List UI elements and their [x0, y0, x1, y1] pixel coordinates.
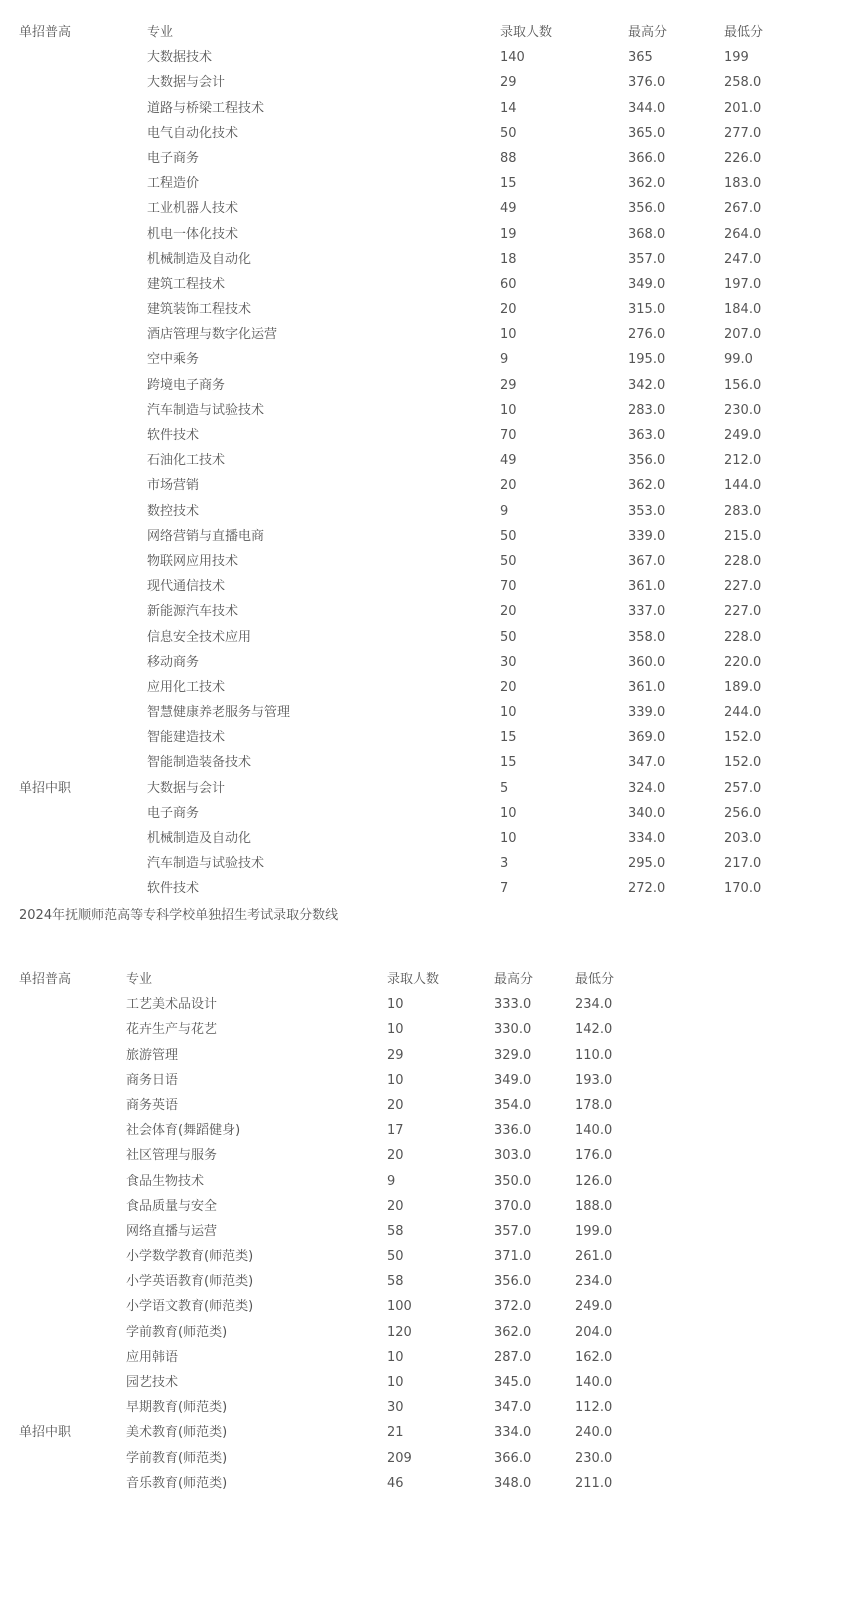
table-row: [0, 70, 852, 95]
min-score-cell: 212.0: [724, 453, 762, 469]
min-score-cell: 230.0: [724, 402, 762, 418]
max-score-cell: 362.0: [494, 1324, 532, 1340]
table-row: [0, 1169, 852, 1194]
max-score-cell: 283.0: [628, 402, 666, 418]
major-cell: 电气自动化技术: [147, 125, 239, 141]
max-score-cell: 366.0: [628, 150, 666, 166]
max-score-cell: 347.0: [494, 1400, 532, 1416]
table-row: [0, 1395, 852, 1420]
header-major-cell: 专业: [147, 25, 174, 40]
max-score-cell: 339.0: [628, 528, 666, 544]
table-row: [0, 1471, 852, 1496]
max-score-cell: 348.0: [494, 1475, 532, 1491]
major-cell: 建筑工程技术: [147, 276, 226, 292]
min-score-cell: 110.0: [575, 1047, 613, 1063]
max-score-cell: 195.0: [628, 352, 666, 368]
min-score-cell: 267.0: [724, 201, 762, 217]
min-score-cell: 199: [724, 50, 749, 66]
min-score-cell: 215.0: [724, 528, 762, 544]
max-score-cell: 287.0: [494, 1349, 532, 1365]
major-cell: 机电一体化技术: [147, 226, 239, 242]
enrolled-count-cell: 18: [500, 251, 517, 267]
enrolled-count-cell: 209: [387, 1450, 412, 1466]
max-score-cell: 361.0: [628, 679, 666, 695]
max-score-cell: 371.0: [494, 1249, 532, 1265]
max-score-cell: 276.0: [628, 327, 666, 343]
table-row: [0, 776, 852, 801]
max-score-cell: 349.0: [628, 276, 666, 292]
min-score-cell: 189.0: [724, 679, 762, 695]
table-row: [0, 1370, 852, 1395]
min-score-cell: 178.0: [575, 1097, 613, 1113]
max-score-cell: 365.0: [628, 125, 666, 141]
max-score-cell: 272.0: [628, 881, 666, 897]
table-row: [0, 322, 852, 347]
major-cell: 智能建造技术: [147, 730, 226, 746]
min-score-cell: 184.0: [724, 302, 762, 318]
max-score-cell: 339.0: [628, 705, 666, 721]
major-cell: 工程造价: [147, 176, 200, 192]
max-score-cell: 368.0: [628, 226, 666, 242]
enrolled-count-cell: 20: [387, 1097, 404, 1113]
header-max-score-cell: 最高分: [494, 972, 534, 987]
table-row: [0, 1294, 852, 1319]
min-score-cell: 283.0: [724, 503, 762, 519]
enrolled-count-cell: 29: [387, 1047, 404, 1063]
enrolled-count-cell: 50: [387, 1249, 404, 1265]
enrolled-count-cell: 10: [387, 1349, 404, 1365]
min-score-cell: 228.0: [724, 553, 762, 569]
table-row: [0, 1446, 852, 1471]
major-cell: 电子商务: [147, 150, 200, 166]
enrolled-count-cell: 70: [500, 579, 517, 595]
max-score-cell: 353.0: [628, 503, 666, 519]
min-score-cell: 207.0: [724, 327, 762, 343]
min-score-cell: 249.0: [724, 428, 762, 443]
major-cell: 食品质量与安全: [126, 1198, 218, 1214]
table-row: [0, 347, 852, 372]
table-row: [0, 96, 852, 121]
max-score-cell: 367.0: [628, 553, 666, 569]
table-caption: 2024年抚顺师范高等专科学校单独招生考试录取分数线: [19, 908, 339, 923]
min-score-cell: 162.0: [575, 1349, 613, 1365]
major-cell: 移动商务: [147, 654, 200, 670]
table-row: [0, 801, 852, 826]
enrolled-count-cell: 15: [500, 755, 517, 771]
enrolled-count-cell: 30: [387, 1400, 404, 1416]
major-cell: 机械制造及自动化: [147, 831, 252, 846]
enrolled-count-cell: 20: [500, 679, 517, 695]
min-score-cell: 140.0: [575, 1375, 613, 1390]
min-score-cell: 234.0: [575, 1274, 613, 1290]
major-cell: 智慧健康养老服务与管理: [147, 705, 291, 721]
min-score-cell: 156.0: [724, 377, 762, 393]
major-cell: 智能制造装备技术: [147, 755, 252, 771]
major-cell: 大数据与会计: [147, 780, 226, 796]
header-enrolled-count-cell: 录取人数: [387, 972, 440, 987]
max-score-cell: 350.0: [494, 1173, 532, 1189]
enrolled-count-cell: 19: [500, 226, 517, 242]
min-score-cell: 201.0: [724, 100, 762, 116]
table-row: [0, 1269, 852, 1294]
major-cell: 石油化工技术: [147, 453, 226, 469]
min-score-cell: 199.0: [575, 1223, 613, 1239]
header-major-cell: 专业: [126, 972, 153, 987]
table-row: [0, 1017, 852, 1042]
min-score-cell: 112.0: [575, 1400, 613, 1416]
major-cell: 市场营销: [147, 478, 200, 494]
table-row: [0, 473, 852, 498]
table-row: [0, 222, 852, 247]
min-score-cell: 217.0: [724, 856, 762, 872]
table-row: [0, 700, 852, 725]
table-row: [0, 1068, 852, 1093]
max-score-cell: 333.0: [494, 997, 532, 1013]
major-cell: 软件技术: [147, 881, 200, 897]
enrolled-count-cell: 15: [500, 730, 517, 746]
table-row: [0, 499, 852, 524]
max-score-cell: 369.0: [628, 730, 666, 746]
min-score-cell: 257.0: [724, 780, 762, 796]
major-cell: 网络营销与直播电商: [147, 528, 265, 544]
major-cell: 网络直播与运营: [126, 1223, 218, 1239]
max-score-cell: 363.0: [628, 428, 666, 443]
enrolled-count-cell: 9: [500, 352, 509, 368]
max-score-cell: 334.0: [494, 1425, 532, 1441]
major-cell: 物联网应用技术: [147, 553, 239, 569]
enrolled-count-cell: 20: [500, 604, 517, 620]
min-score-cell: 140.0: [575, 1123, 613, 1139]
enrolled-count-cell: 9: [500, 503, 509, 519]
major-cell: 新能源汽车技术: [147, 604, 239, 620]
enrolled-count-cell: 58: [387, 1223, 404, 1239]
enrolled-count-cell: 70: [500, 428, 517, 443]
max-score-cell: 365: [628, 50, 653, 66]
max-score-cell: 360.0: [628, 654, 666, 670]
table-row: [0, 725, 852, 750]
max-score-cell: 334.0: [628, 831, 666, 846]
table-row: [0, 171, 852, 196]
min-score-cell: 183.0: [724, 176, 762, 192]
table-row: [0, 574, 852, 599]
enrolled-count-cell: 15: [500, 176, 517, 192]
min-score-cell: 220.0: [724, 654, 762, 670]
table-row: [0, 373, 852, 398]
enrolled-count-cell: 3: [500, 856, 509, 872]
table-row: [0, 650, 852, 675]
table-row: [0, 599, 852, 624]
max-score-cell: 357.0: [628, 251, 666, 267]
table-header: [0, 20, 852, 45]
enrolled-count-cell: 20: [387, 1198, 404, 1214]
enrolled-count-cell: 10: [387, 997, 404, 1013]
max-score-cell: 337.0: [628, 604, 666, 620]
major-cell: 小学数学教育(师范类): [126, 1249, 254, 1265]
table-row: [0, 1118, 852, 1143]
major-cell: 美术教育(师范类): [126, 1425, 228, 1441]
table-row: [0, 45, 852, 70]
enrolled-count-cell: 58: [387, 1274, 404, 1290]
major-cell: 工艺美术品设计: [126, 997, 218, 1013]
min-score-cell: 240.0: [575, 1425, 613, 1441]
enrolled-count-cell: 50: [500, 553, 517, 569]
enrolled-count-cell: 46: [387, 1475, 404, 1491]
major-cell: 机械制造及自动化: [147, 251, 252, 267]
max-score-cell: 329.0: [494, 1047, 532, 1063]
major-cell: 电子商务: [147, 805, 200, 821]
header-category-cell: 单招普高: [19, 972, 72, 987]
category-cell: 单招中职: [19, 780, 72, 796]
min-score-cell: 230.0: [575, 1450, 613, 1466]
enrolled-count-cell: 10: [500, 705, 517, 721]
table-row: [0, 625, 852, 650]
enrolled-count-cell: 120: [387, 1324, 412, 1340]
max-score-cell: 336.0: [494, 1123, 532, 1139]
min-score-cell: 170.0: [724, 881, 762, 897]
min-score-cell: 244.0: [724, 705, 762, 721]
admission-table-2: [0, 967, 852, 1496]
max-score-cell: 361.0: [628, 579, 666, 595]
table-row: [0, 448, 852, 473]
table-header: [0, 967, 852, 992]
min-score-cell: 228.0: [724, 629, 762, 645]
major-cell: 园艺技术: [126, 1375, 179, 1390]
enrolled-count-cell: 9: [387, 1173, 396, 1189]
major-cell: 数控技术: [147, 503, 200, 519]
enrolled-count-cell: 140: [500, 50, 525, 66]
major-cell: 道路与桥梁工程技术: [147, 100, 265, 116]
major-cell: 商务英语: [126, 1097, 179, 1113]
max-score-cell: 349.0: [494, 1072, 532, 1088]
major-cell: 建筑装饰工程技术: [147, 302, 252, 318]
min-score-cell: 152.0: [724, 730, 762, 746]
table-row: [0, 146, 852, 171]
min-score-cell: 277.0: [724, 125, 762, 141]
max-score-cell: 362.0: [628, 176, 666, 192]
min-score-cell: 99.0: [724, 352, 753, 368]
max-score-cell: 357.0: [494, 1223, 532, 1239]
enrolled-count-cell: 30: [500, 654, 517, 670]
enrolled-count-cell: 21: [387, 1425, 404, 1441]
table-row: [0, 121, 852, 146]
table-row: [0, 675, 852, 700]
major-cell: 大数据与会计: [147, 75, 226, 91]
min-score-cell: 142.0: [575, 1022, 613, 1038]
enrolled-count-cell: 49: [500, 453, 517, 469]
table-row: [0, 826, 852, 851]
enrolled-count-cell: 50: [500, 528, 517, 544]
max-score-cell: 370.0: [494, 1198, 532, 1214]
enrolled-count-cell: 10: [387, 1072, 404, 1088]
major-cell: 小学语文教育(师范类): [126, 1299, 254, 1315]
max-score-cell: 315.0: [628, 302, 666, 318]
max-score-cell: 356.0: [628, 201, 666, 217]
table-row: [0, 1093, 852, 1118]
major-cell: 应用韩语: [126, 1349, 179, 1365]
major-cell: 应用化工技术: [147, 679, 226, 695]
major-cell: 小学英语教育(师范类): [126, 1274, 254, 1290]
table-row: [0, 750, 852, 775]
major-cell: 大数据技术: [147, 50, 213, 66]
table-row: [0, 524, 852, 549]
max-score-cell: 344.0: [628, 100, 666, 116]
enrolled-count-cell: 10: [500, 402, 517, 418]
enrolled-count-cell: 10: [387, 1022, 404, 1038]
max-score-cell: 372.0: [494, 1299, 532, 1315]
enrolled-count-cell: 20: [500, 302, 517, 318]
table-row: [0, 876, 852, 901]
min-score-cell: 234.0: [575, 997, 613, 1013]
enrolled-count-cell: 10: [500, 805, 517, 821]
max-score-cell: 354.0: [494, 1097, 532, 1113]
admission-table-1: [0, 20, 852, 902]
enrolled-count-cell: 29: [500, 75, 517, 91]
header-min-score-cell: 最低分: [724, 25, 764, 40]
table-row: [0, 398, 852, 423]
max-score-cell: 330.0: [494, 1022, 532, 1038]
major-cell: 现代通信技术: [147, 579, 226, 595]
enrolled-count-cell: 20: [387, 1148, 404, 1164]
major-cell: 软件技术: [147, 428, 200, 443]
major-cell: 食品生物技术: [126, 1173, 205, 1189]
min-score-cell: 204.0: [575, 1324, 613, 1340]
min-score-cell: 188.0: [575, 1198, 613, 1214]
header-max-score-cell: 最高分: [628, 25, 668, 40]
enrolled-count-cell: 100: [387, 1299, 412, 1315]
table-row: [0, 1345, 852, 1370]
major-cell: 汽车制造与试验技术: [147, 402, 265, 418]
enrolled-count-cell: 50: [500, 629, 517, 645]
header-enrolled-count-cell: 录取人数: [500, 25, 553, 40]
min-score-cell: 176.0: [575, 1148, 613, 1164]
enrolled-count-cell: 17: [387, 1123, 404, 1139]
major-cell: 社会体育(舞蹈健身): [126, 1123, 241, 1139]
major-cell: 工业机器人技术: [147, 201, 239, 217]
table-row: [0, 1219, 852, 1244]
major-cell: 学前教育(师范类): [126, 1324, 228, 1340]
table-row: [0, 247, 852, 272]
min-score-cell: 203.0: [724, 831, 762, 846]
header-min-score-cell: 最低分: [575, 972, 615, 987]
enrolled-count-cell: 60: [500, 276, 517, 292]
max-score-cell: 342.0: [628, 377, 666, 393]
major-cell: 花卉生产与花艺: [126, 1022, 218, 1038]
min-score-cell: 197.0: [724, 276, 762, 292]
table-row: [0, 272, 852, 297]
enrolled-count-cell: 14: [500, 100, 517, 116]
min-score-cell: 211.0: [575, 1475, 613, 1491]
min-score-cell: 247.0: [724, 251, 762, 267]
max-score-cell: 303.0: [494, 1148, 532, 1164]
major-cell: 旅游管理: [126, 1047, 179, 1063]
min-score-cell: 144.0: [724, 478, 762, 494]
min-score-cell: 256.0: [724, 805, 762, 821]
max-score-cell: 362.0: [628, 478, 666, 494]
enrolled-count-cell: 10: [500, 831, 517, 846]
min-score-cell: 227.0: [724, 604, 762, 620]
table-row: [0, 297, 852, 322]
table-row: [0, 1320, 852, 1345]
major-cell: 商务日语: [126, 1072, 179, 1088]
max-score-cell: 340.0: [628, 805, 666, 821]
major-cell: 早期教育(师范类): [126, 1400, 228, 1416]
min-score-cell: 226.0: [724, 150, 762, 166]
table-row: [0, 196, 852, 221]
enrolled-count-cell: 88: [500, 150, 517, 166]
min-score-cell: 249.0: [575, 1299, 613, 1315]
max-score-cell: 356.0: [494, 1274, 532, 1290]
max-score-cell: 356.0: [628, 453, 666, 469]
min-score-cell: 193.0: [575, 1072, 613, 1088]
min-score-cell: 261.0: [575, 1249, 613, 1265]
min-score-cell: 258.0: [724, 75, 762, 91]
category-cell: 单招中职: [19, 1425, 72, 1441]
table-row: [0, 1043, 852, 1068]
min-score-cell: 264.0: [724, 226, 762, 242]
min-score-cell: 227.0: [724, 579, 762, 595]
major-cell: 音乐教育(师范类): [126, 1475, 228, 1491]
max-score-cell: 366.0: [494, 1450, 532, 1466]
max-score-cell: 324.0: [628, 780, 666, 796]
major-cell: 社区管理与服务: [126, 1148, 218, 1164]
table-row: [0, 1143, 852, 1168]
enrolled-count-cell: 7: [500, 881, 509, 897]
enrolled-count-cell: 50: [500, 125, 517, 141]
min-score-cell: 152.0: [724, 755, 762, 771]
major-cell: 跨境电子商务: [147, 377, 226, 393]
table-row: [0, 1244, 852, 1269]
table-row: [0, 1420, 852, 1445]
max-score-cell: 347.0: [628, 755, 666, 771]
table-row: [0, 992, 852, 1017]
major-cell: 信息安全技术应用: [147, 629, 252, 645]
header-category-cell: 单招普高: [19, 25, 72, 40]
major-cell: 汽车制造与试验技术: [147, 856, 265, 872]
enrolled-count-cell: 49: [500, 201, 517, 217]
table-row: [0, 549, 852, 574]
max-score-cell: 295.0: [628, 856, 666, 872]
table-row: [0, 1194, 852, 1219]
max-score-cell: 376.0: [628, 75, 666, 91]
table-row: [0, 851, 852, 876]
max-score-cell: 345.0: [494, 1375, 532, 1390]
enrolled-count-cell: 20: [500, 478, 517, 494]
min-score-cell: 126.0: [575, 1173, 613, 1189]
max-score-cell: 358.0: [628, 629, 666, 645]
enrolled-count-cell: 5: [500, 780, 509, 796]
enrolled-count-cell: 29: [500, 377, 517, 393]
table-row: [0, 423, 852, 448]
major-cell: 学前教育(师范类): [126, 1450, 228, 1466]
major-cell: 空中乘务: [147, 352, 200, 368]
enrolled-count-cell: 10: [387, 1375, 404, 1390]
major-cell: 酒店管理与数字化运营: [147, 327, 278, 343]
enrolled-count-cell: 10: [500, 327, 517, 343]
